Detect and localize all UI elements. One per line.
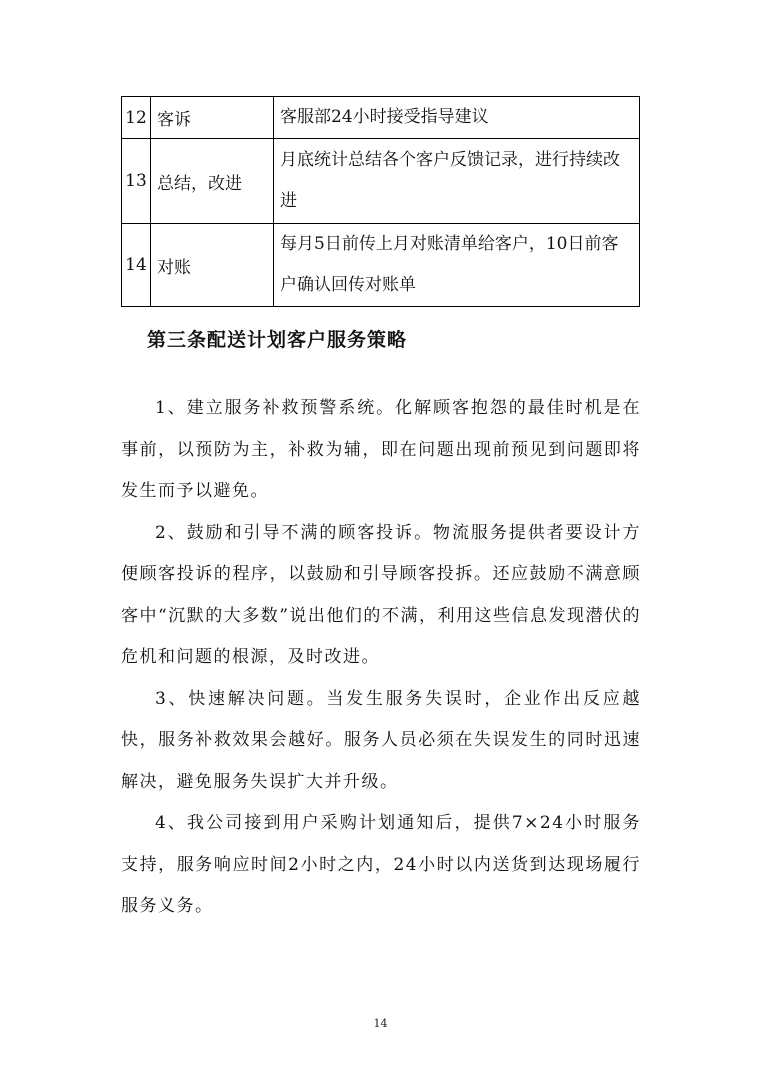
- section-title: 第三条配送计划客户服务策略: [147, 329, 408, 351]
- page-number: 14: [373, 1017, 388, 1030]
- row-number: 12: [122, 97, 151, 139]
- paragraph-4: 4、我公司接到用户采购计划通知后，提供7×24小时服务支持，服务响应时间2小时之内，24小时以内送货到达现场履行服务义务。: [121, 813, 641, 916]
- paragraph-2: 2、鼓励和引导不满的顾客投诉。物流服务提供者要设计方便顾客投诉的程序，以鼓励和引导顾客投拆。还应鼓励不满意顾客中“沉默的大多数”说出他们的不满，利用这些信息发现潜伏的危机和问题的根源，及时改进。: [121, 522, 641, 667]
- row-item: 客诉: [151, 97, 274, 139]
- table-row: [122, 224, 640, 307]
- service-table: [121, 96, 640, 307]
- row-item: 总结，改进: [151, 139, 274, 224]
- table-row: [122, 97, 640, 139]
- table-row: [122, 139, 640, 224]
- row-number: 13: [122, 139, 151, 224]
- row-number: 14: [122, 224, 151, 307]
- paragraph-3: 3、快速解决问题。当发生服务失误时，企业作出反应越快，服务补救效果会越好。服务人员必须在失误发生的同时迅速解决，避免服务失误扩大并升级。: [121, 688, 641, 792]
- row-description: 每月5日前传上月对账清单给客户，10日前客户确认回传对账单: [274, 224, 640, 307]
- row-item: 对账: [151, 224, 274, 307]
- row-description: 客服部24小时接受指导建议: [274, 97, 640, 139]
- paragraph-1: 1、建立服务补救预警系统。化解顾客抱怨的最佳时机是在事前，以预防为主，补救为辅，即在问题出现前预见到问题即将发生而予以避免。: [121, 398, 641, 501]
- row-description: 月底统计总结各个客户反馈记录，进行持续改进: [274, 139, 640, 224]
- body-text: [121, 388, 641, 928]
